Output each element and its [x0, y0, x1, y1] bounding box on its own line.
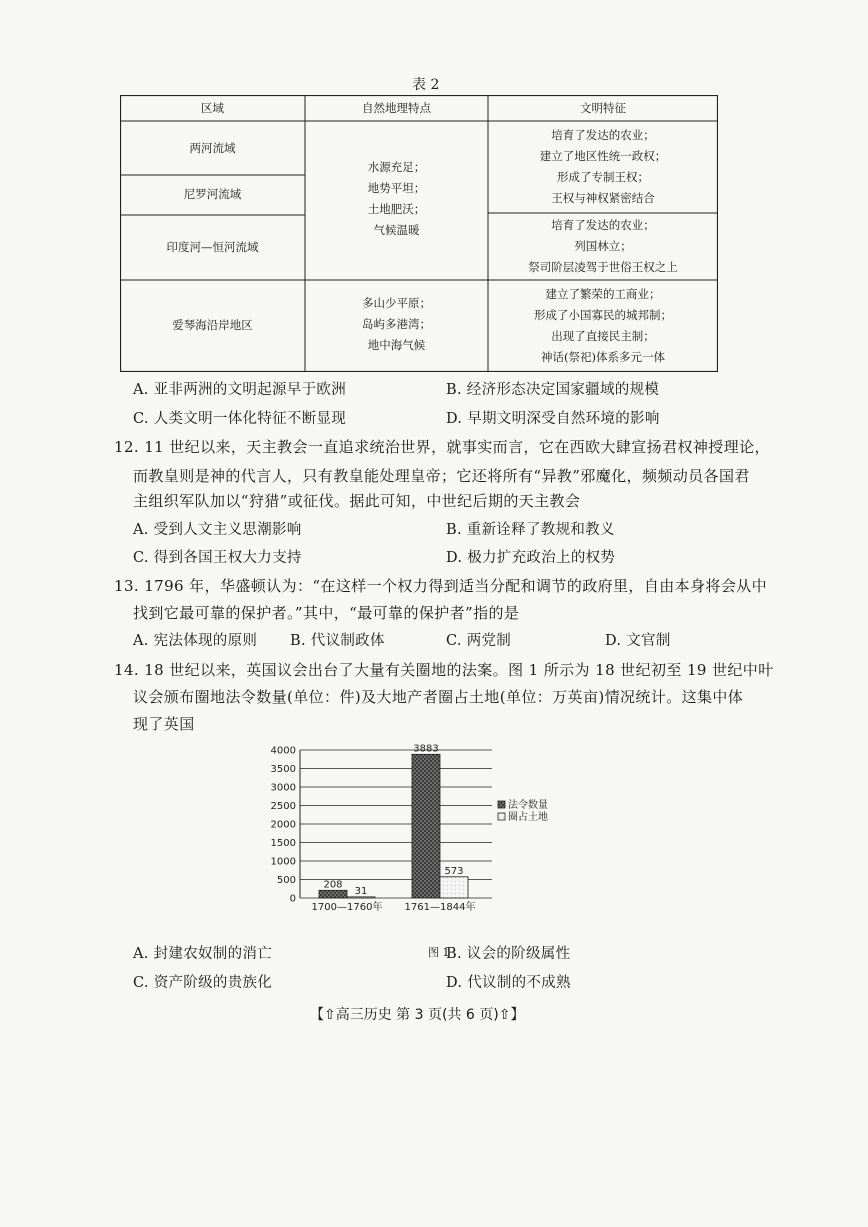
q13-option-a[interactable]: A. 宪法体现的原则 [133, 633, 258, 649]
q11-option-b[interactable]: B. 经济形态决定国家疆域的规模 [446, 382, 660, 398]
y-tick-label: 4000 [270, 745, 296, 757]
page-footer: 【⇧高三历史 第 3 页(共 6 页)⇧】 [310, 1007, 525, 1023]
header-civilization: 文明特征 [580, 101, 626, 115]
region-aegean: 爱琴海沿岸地区 [172, 318, 253, 332]
y-tick-label: 1500 [270, 838, 296, 849]
q12-stem-line1: 12. 11 世纪以来，天主教会一直追求统治世界，就事实而言，它在西欧大肆宣扬君权神授理论， [114, 438, 770, 456]
q14-option-d[interactable]: D. 代议制的不成熟 [446, 975, 571, 991]
q12-option-b[interactable]: B. 重新诠释了教规和教义 [446, 522, 615, 538]
region-nile: 尼罗河流域 [183, 187, 242, 201]
q14-stem-line1: 14. 18 世纪以来，英国议会出台了大量有关圈地的法案。图 1 所示为 18 世纪初至 19 世纪中叶 [114, 661, 774, 679]
q12-stem-line2: 而教皇则是神的代言人，只有教皇能处理皇帝；它还将所有“异教”邪魔化，频频动员各国君 [133, 467, 750, 485]
q12-option-a[interactable]: A. 受到人文主义思潮影响 [133, 522, 302, 538]
y-tick-label: 2500 [270, 801, 296, 812]
q12-option-d[interactable]: D. 极力扩充政治上的权势 [446, 550, 616, 566]
y-tick-label: 1000 [270, 856, 296, 868]
q12-option-c[interactable]: C. 得到各国王权大力支持 [133, 550, 302, 566]
legend-label: 法令数量 [508, 800, 548, 811]
bar [412, 754, 440, 898]
region-indus-ganges: 印度河—恒河流域 [166, 240, 259, 254]
bar [319, 890, 347, 898]
region-mesopotamia: 两河流域 [189, 141, 236, 155]
header-geography: 自然地理特点 [362, 101, 431, 115]
civilization-table [120, 95, 718, 372]
bar [347, 897, 375, 898]
q13-option-b[interactable]: B. 代议制政体 [290, 633, 385, 649]
enclosure-chart [262, 740, 612, 940]
y-tick-label: 500 [276, 875, 296, 886]
civ-features-indus-ganges: 培育了发达的农业； 列国林立； 祭司阶层凌驾于世俗王权之上 [528, 218, 678, 274]
x-tick-label: 1761—1844年 [404, 902, 476, 913]
geo-features-river: 水源充足； 地势平坦； 土地肥沃； 气候温暖 [367, 160, 426, 237]
q11-option-d[interactable]: D. 早期文明深受自然环境的影响 [446, 411, 660, 427]
q14-option-b[interactable]: B. 议会的阶级属性 [446, 946, 571, 962]
chart-svg [262, 740, 612, 940]
data-label: 3883 [413, 743, 439, 755]
y-tick-label: 2000 [270, 819, 296, 831]
q14-option-c[interactable]: C. 资产阶级的贵族化 [133, 975, 273, 991]
q14-option-a[interactable]: A. 封建农奴制的消亡 [133, 946, 272, 962]
y-tick-label: 3000 [270, 782, 296, 794]
civ-features-aegean: 建立了繁荣的工商业； 形成了小国寡民的城邦制； 出现了直接民主制； 神话(祭祀)体系多元一体 [534, 287, 672, 364]
geo-features-aegean: 多山少平原； 岛屿多港湾； 地中海气候 [362, 296, 431, 352]
bar [440, 877, 468, 898]
data-label: 573 [444, 865, 464, 877]
q13-option-d[interactable]: D. 文官制 [605, 633, 671, 649]
q11-option-a[interactable]: A. 亚非两洲的文明起源早于欧洲 [133, 382, 346, 398]
q13-stem-line1: 13. 1796 年，华盛顿认为：“在这样一个权力得到适当分配和调节的政府里，自由本身将会从中 [114, 577, 768, 595]
civ-features-mesopotamia-nile: 培育了发达的农业； 建立了地区性统一政权； 形成了专制王权； 王权与神权紧密结合 [539, 128, 667, 205]
q14-stem-line3: 现了英国 [133, 715, 195, 733]
figure-caption: 图 1 [428, 946, 450, 959]
q14-stem-line2: 议会颁布圈地法令数量(单位：件)及大地产者圈占土地(单位：万英亩)情况统计。这集中体 [133, 688, 744, 706]
legend-label: 圈占土地 [508, 812, 548, 823]
x-tick-label: 1700—1760年 [311, 902, 383, 913]
q12-stem-line3: 主组织军队加以“狩猎”或征伐。据此可知，中世纪后期的天主教会 [133, 492, 581, 510]
q13-stem-line2: 找到它最可靠的保护者。”其中，“最可靠的保护者”指的是 [133, 604, 520, 622]
q11-option-c[interactable]: C. 人类文明一体化特征不断显现 [133, 411, 347, 427]
legend-swatch [498, 813, 505, 820]
header-region: 区域 [201, 101, 224, 115]
table-caption: 表 2 [412, 77, 440, 93]
q13-option-c[interactable]: C. 两党制 [446, 633, 512, 649]
data-label: 208 [323, 879, 343, 891]
y-tick-label: 0 [289, 893, 296, 905]
legend-swatch [498, 801, 505, 808]
data-label: 31 [354, 885, 368, 897]
y-tick-label: 3500 [270, 764, 296, 775]
